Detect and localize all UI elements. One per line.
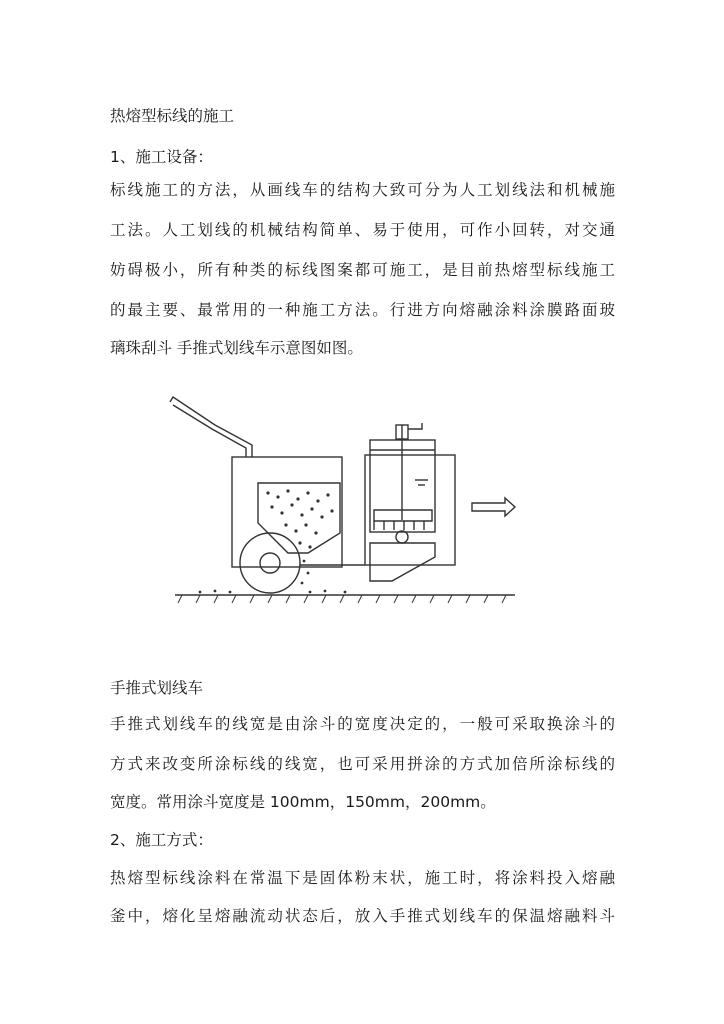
paragraph-1-line-3: 妨碍极小，所有种类的标线图案都可施工，是目前热熔型标线施工 — [110, 261, 615, 279]
direction-arrow — [472, 498, 515, 516]
nozzles — [374, 521, 424, 530]
paragraph-2-line-2: 方式来改变所涂标线的线宽，也可采用拼涂的方式加倍所涂标线的 — [110, 755, 615, 773]
glass-beads — [199, 489, 347, 593]
paragraph-1-line-4: 的最主要、最常用的一种施工方法。行进方向熔融涂料涂膜路面玻 — [110, 301, 615, 319]
cart-wheel — [240, 533, 300, 593]
section-2-heading: 2、施工方式： — [110, 831, 213, 849]
paragraph-3-line-1: 热熔型标线涂料在常温下是固体粉末状，施工时，将涂料投入熔融 — [110, 869, 615, 887]
paragraph-1-line-1: 标线施工的方法，从画线车的结构大致可分为人工划线法和机械施 — [110, 181, 615, 199]
paragraph-1-line-5: 璃珠刮斗 手推式划线车示意图如图。 — [110, 339, 363, 357]
ground-hatching — [178, 595, 506, 603]
line-marking-cart-figure — [160, 385, 530, 615]
paragraph-2-line-1: 手推式划线车的线宽是由涂斗的宽度决定的，一般可采取换涂斗的 — [110, 715, 615, 733]
line-marking-cart-drawing — [160, 385, 530, 615]
scraper — [370, 543, 435, 581]
document-title: 热熔型标线的施工 — [110, 107, 235, 125]
figure-caption: 手推式划线车 — [110, 679, 204, 697]
section-1-heading: 1、施工设备： — [110, 148, 213, 166]
paragraph-2-line-3: 宽度。常用涂斗宽度是 100mm，150mm，200mm。 — [110, 793, 496, 811]
paragraph-1-line-2: 工法。人工划线的机械结构简单、易于使用，可作小回转，对交通 — [110, 221, 615, 239]
paragraph-3-line-2: 釜中，熔化呈熔融流动状态后，放入手推式划线车的保温熔融料斗 — [110, 907, 615, 925]
cart-handle — [170, 397, 252, 457]
cart-body — [232, 457, 342, 567]
